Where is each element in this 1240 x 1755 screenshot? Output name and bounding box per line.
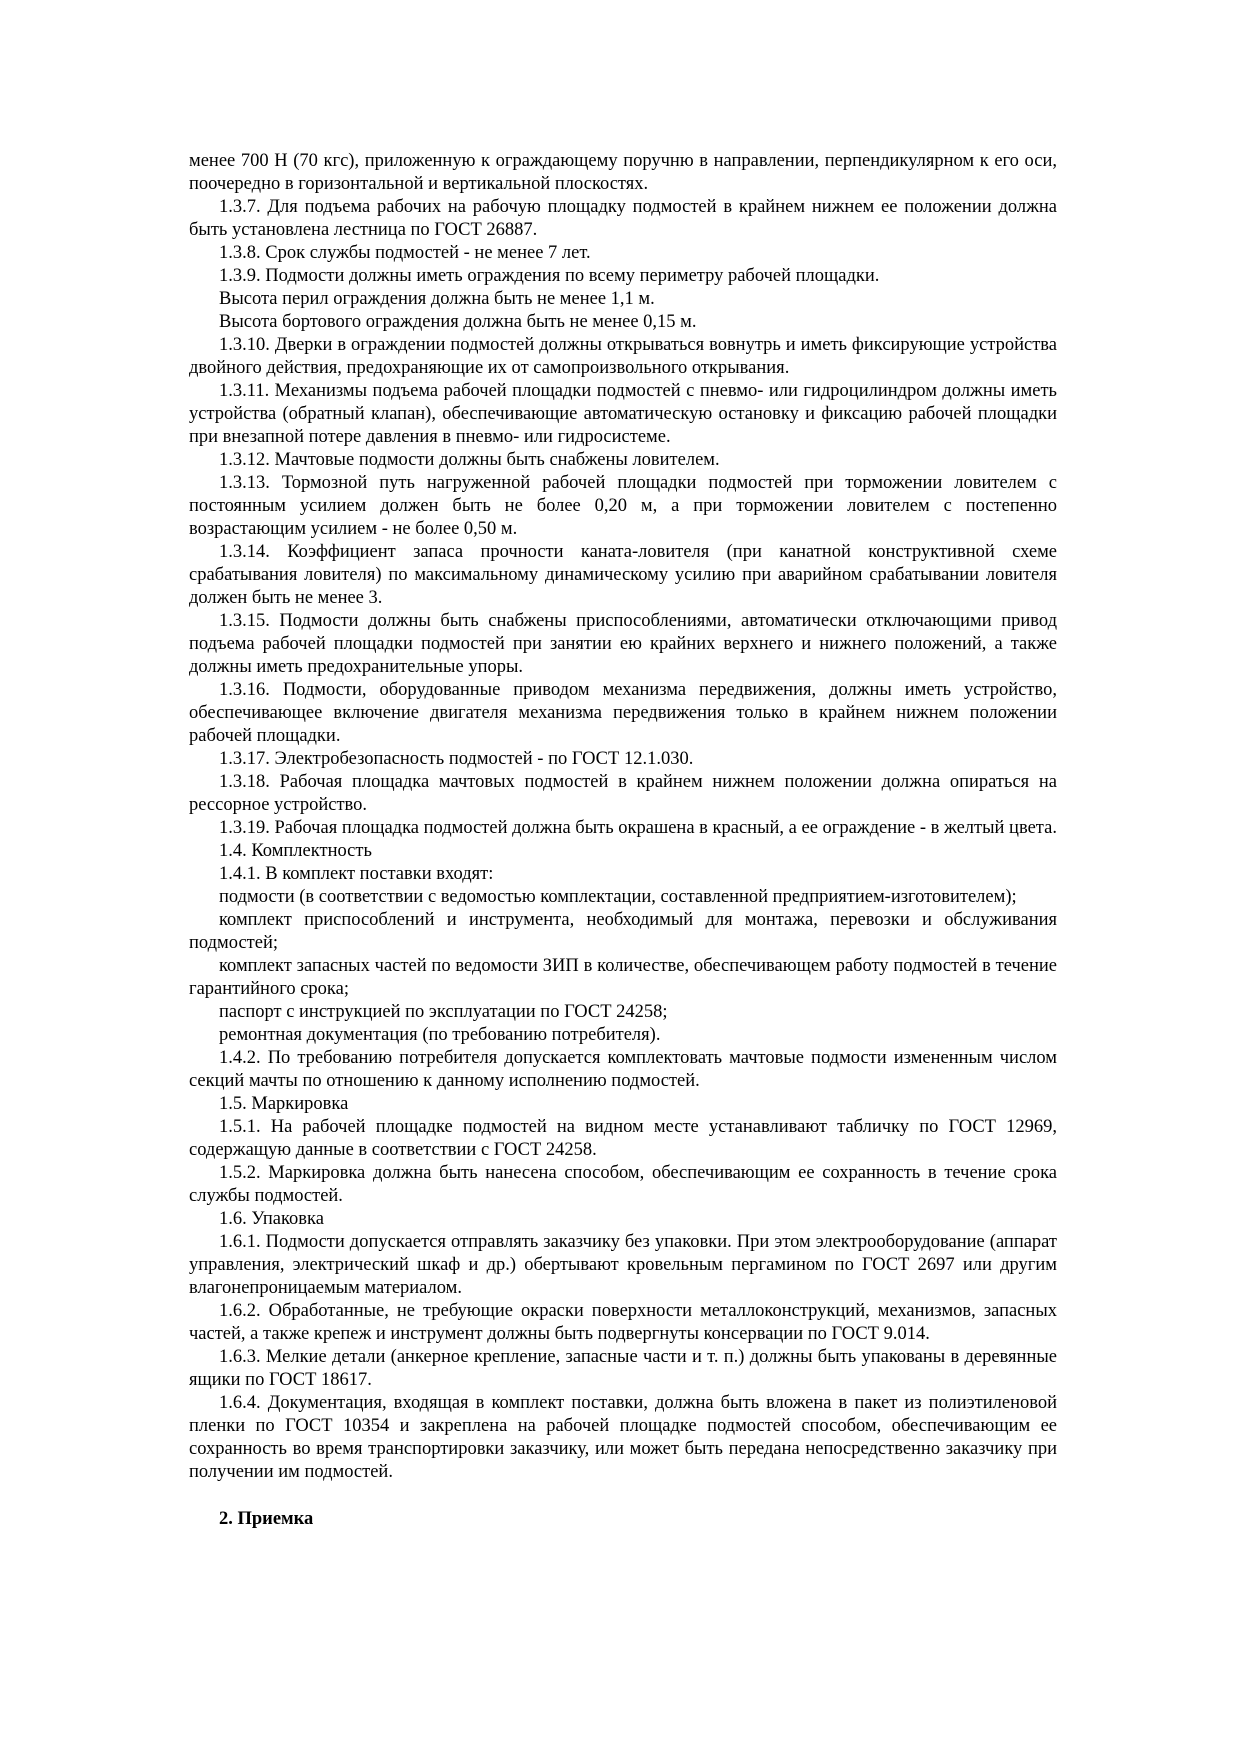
list-item-repair-docs: ремонтная документация (по требованию потребителя). [219, 1025, 661, 1045]
paragraph-1-3-18: 1.3.18. Рабочая площадка мачтовых подмостей в крайнем нижнем положении должна опираться на рессорное устройство. [189, 772, 1057, 815]
paragraph-railing-height: Высота перил ограждения должна быть не менее 1,1 м. [219, 289, 655, 309]
list-item-spare-parts: комплект запасных частей по ведомости ЗИП в количестве, обеспечивающем работу подмостей в течение гарантийного срока; [189, 956, 1057, 999]
paragraph-1-3-12: 1.3.12. Мачтовые подмости должны быть снабжены ловителем. [219, 450, 720, 470]
list-item-passport: паспорт с инструкцией по эксплуатации по ГОСТ 24258; [219, 1002, 668, 1022]
paragraph-1-4-2: 1.4.2. По требованию потребителя допускается комплектовать мачтовые подмости измененным числом секций мачты по отношению к данному исполнению подмостей. [189, 1048, 1057, 1091]
subsection-heading-1-6: 1.6. Упаковка [219, 1209, 324, 1229]
paragraph-1-6-3: 1.6.3. Мелкие детали (анкерное крепление, запасные части и т. п.) должны быть упакованы в деревянные ящики по ГОСТ 18617. [189, 1347, 1057, 1390]
section-heading-acceptance: 2. Приемка [219, 1509, 314, 1529]
paragraph-1-3-15: 1.3.15. Подмости должны быть снабжены приспособлениями, автоматически отключающими привод подъема рабочей площадки подмостей при занятии ею крайних верхнего и нижнего положений, а также должны иметь предохранительные упоры. [189, 611, 1057, 677]
paragraph-1-4-1: 1.4.1. В комплект поставки входят: [219, 864, 494, 884]
list-item-scaffold: подмости (в соответствии с ведомостью комплектации, составленной предприятием-изготовителем); [219, 887, 1017, 907]
paragraph-1-6-4: 1.6.4. Документация, входящая в комплект поставки, должна быть вложена в пакет из полиэтиленовой пленки по ГОСТ 10354 и закреплена на рабочей площадке подмостей способом, обеспечивающим ее сохранность во время транспортировки заказчику, или может быть передана непосредственно заказчику при получении им подмостей. [189, 1393, 1057, 1482]
paragraph-1-6-1: 1.6.1. Подмости допускается отправлять заказчику без упаковки. При этом электрооборудование (аппарат управления, электрический шкаф и др.) обертывают кровельным пергамином по ГОСТ 2697 или другим влагонепроницаемым материалом. [189, 1232, 1057, 1298]
paragraph-1-3-10: 1.3.10. Дверки в ограждении подмостей должны открываться вовнутрь и иметь фиксирующие устройства двойного действия, предохраняющие их от самопроизвольного открывания. [189, 335, 1057, 378]
subsection-heading-1-5: 1.5. Маркировка [219, 1094, 349, 1114]
paragraph-1-3-8: 1.3.8. Срок службы подмостей - не менее 7 лет. [219, 243, 591, 263]
paragraph-side-barrier-height: Высота бортового ограждения должна быть не менее 0,15 м. [219, 312, 697, 332]
paragraph-1-3-9: 1.3.9. Подмости должны иметь ограждения по всему периметру рабочей площадки. [219, 266, 880, 286]
paragraph-continuation: менее 700 Н (70 кгс), приложенную к ограждающему поручню в направлении, перпендикулярном к его оси, поочередно в горизонтальной и вертикальной плоскостях. [189, 151, 1057, 194]
paragraph-1-3-16: 1.3.16. Подмости, оборудованные приводом механизма передвижения, должны иметь устройство, обеспечивающее включение двигателя механизма передвижения только в крайнем нижнем положении рабочей площадки. [189, 680, 1057, 746]
paragraph-1-3-14: 1.3.14. Коэффициент запаса прочности каната-ловителя (при канатной конструктивной схеме срабатывания ловителя) по максимальному динамическому усилию при аварийном срабатывании ловителя должен быть не менее 3. [189, 542, 1057, 608]
document-page [189, 150, 1057, 1531]
paragraph-1-3-7: 1.3.7. Для подъема рабочих на рабочую площадку подмостей в крайнем нижнем ее положении должна быть установлена лестница по ГОСТ 26887. [189, 197, 1057, 240]
subsection-heading-1-4: 1.4. Комплектность [219, 841, 372, 861]
paragraph-1-5-1: 1.5.1. На рабочей площадке подмостей на видном месте устанавливают табличку по ГОСТ 12969, содержащую данные в соответствии с ГОСТ 24258. [189, 1117, 1057, 1160]
list-item-tools-kit: комплект приспособлений и инструмента, необходимый для монтажа, перевозки и обслуживания подмостей; [189, 910, 1057, 953]
paragraph-1-3-11: 1.3.11. Механизмы подъема рабочей площадки подмостей с пневмо- или гидроцилиндром должны иметь устройства (обратный клапан), обеспечивающие автоматическую остановку и фиксацию рабочей площадки при внезапной потере давления в пневмо- или гидросистеме. [189, 381, 1057, 447]
paragraph-1-6-2: 1.6.2. Обработанные, не требующие окраски поверхности металлоконструкций, механизмов, запасных частей, а также крепеж и инструмент должны быть подвергнуты консервации по ГОСТ 9.014. [189, 1301, 1057, 1344]
paragraph-1-5-2: 1.5.2. Маркировка должна быть нанесена способом, обеспечивающим ее сохранность в течение срока службы подмостей. [189, 1163, 1057, 1206]
paragraph-1-3-13: 1.3.13. Тормозной путь нагруженной рабочей площадки подмостей при торможении ловителем с постоянным усилием должен быть не более 0,20 м, а при торможении ловителем с постепенно возрастающим усилием - не более 0,50 м. [189, 473, 1057, 539]
paragraph-1-3-19: 1.3.19. Рабочая площадка подмостей должна быть окрашена в красный, а ее ограждение - в желтый цвета. [219, 818, 1057, 838]
paragraph-1-3-17: 1.3.17. Электробезопасность подмостей - по ГОСТ 12.1.030. [219, 749, 694, 769]
